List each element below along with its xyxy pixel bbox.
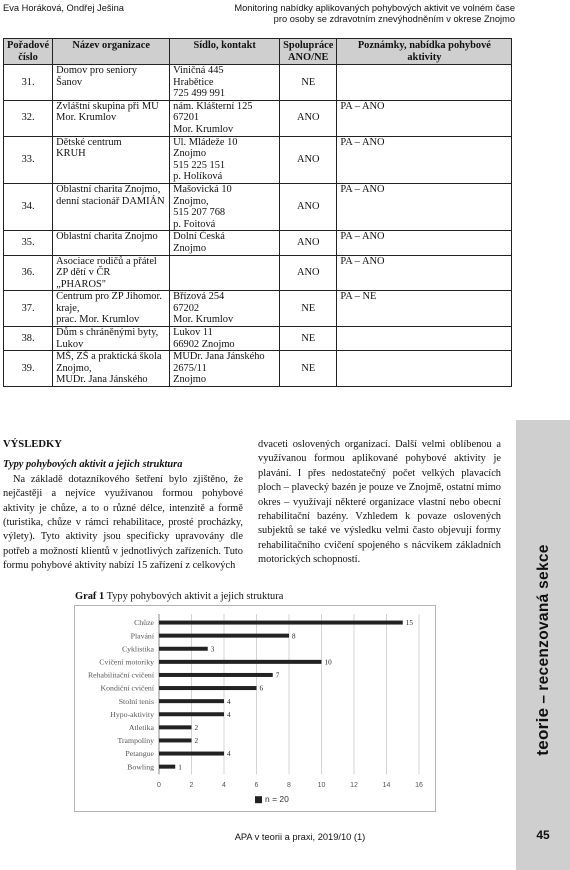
data-label: 15 — [405, 619, 413, 628]
cooperation-status: NE — [280, 291, 337, 327]
row-number: 38. — [4, 327, 53, 351]
x-tick-label: 8 — [287, 782, 291, 790]
bar — [159, 686, 257, 690]
organizations-table — [3, 38, 512, 387]
bar — [159, 738, 192, 742]
activity-note — [337, 65, 512, 101]
row-number: 31. — [4, 65, 53, 101]
cooperation-status: ANO — [280, 231, 337, 255]
bar — [159, 765, 175, 769]
organization-name: Dětské centrum KRUH — [53, 136, 170, 183]
activity-note: PA – ANO — [337, 183, 512, 230]
organization-contact: Břízová 254 67202 Mor. Krumlov — [170, 291, 280, 327]
data-label: 4 — [227, 697, 231, 706]
x-tick-label: 14 — [382, 782, 391, 790]
category-label: Cvičení motoriky — [99, 657, 154, 667]
data-label: 10 — [324, 658, 332, 667]
category-label: Cyklistika — [121, 644, 154, 654]
cooperation-status: ANO — [280, 100, 337, 136]
x-tick-label: 4 — [222, 782, 226, 790]
text-column-right — [258, 438, 501, 568]
cooperation-status: ANO — [280, 183, 337, 230]
bar — [159, 660, 322, 664]
table-row — [4, 327, 512, 351]
table-body — [4, 65, 512, 387]
table-row — [4, 100, 512, 136]
category-label: Petangue — [125, 749, 154, 759]
paragraph-left: Na základě dotazníkového šetření bylo zjištěno, že nejčastěji a nejvíce využívanou formou pohybové aktivity je chůze, a to o různé délce, intenzitě a formě (turistika, chůze v rámci rehabilitace, prosté procházky, výlety). Tyto aktivity jsou specificky upravovány dle potřeb a možností klientů v jednotlivých zařízeních. Tuto formu pohybové aktivity nabízí 15 zařízení z celkových — [3, 473, 243, 572]
activity-note: PA – NE — [337, 291, 512, 327]
bar — [159, 752, 224, 756]
bar-chart-svg — [75, 606, 435, 811]
organization-name: Centrum pro ZP Jihomor. kraje, prac. Mor. Krumlov — [53, 291, 170, 327]
organization-name: Zvláštní skupina při MÚ Mor. Krumlov — [53, 100, 170, 136]
header-authors: Eva Horáková, Ondřej Ješina — [3, 3, 124, 13]
cooperation-status: NE — [280, 351, 337, 387]
row-number: 32. — [4, 100, 53, 136]
table-header-cell: Sídlo, kontakt — [170, 39, 280, 65]
activity-note — [337, 351, 512, 387]
data-label: 2 — [194, 737, 199, 746]
row-number: 37. — [4, 291, 53, 327]
organization-contact: Lukov 11 66902 Znojmo — [170, 327, 280, 351]
cooperation-status: ANO — [280, 136, 337, 183]
bar-chart — [74, 605, 436, 812]
text-column-left — [3, 438, 243, 574]
page-number: 45 — [536, 828, 550, 842]
footer-journal: APA v teorii a praxi, 2019/10 (1) — [234, 832, 366, 842]
data-label: 1 — [178, 763, 182, 772]
category-label: Atletika — [128, 722, 154, 732]
cooperation-status: NE — [280, 327, 337, 351]
data-label: 7 — [275, 671, 280, 680]
organization-name: Dům s chráněnými byty, Lukov — [53, 327, 170, 351]
data-label: 6 — [259, 684, 264, 693]
table-header-cell: Pořadové číslo — [4, 39, 53, 65]
activity-note — [337, 327, 512, 351]
figure-caption-text: Typy pohybových aktivit a jejich struktura — [106, 591, 284, 602]
row-number: 33. — [4, 136, 53, 183]
header-title-line2: pro osoby se zdravotním znevýhodněním v okrese Znojmo — [273, 14, 515, 24]
table-header-row — [4, 39, 512, 65]
category-label: Hypo-aktivity — [110, 709, 154, 719]
legend-swatch — [255, 796, 262, 803]
row-number: 34. — [4, 183, 53, 230]
x-tick-label: 10 — [317, 782, 326, 790]
table-row — [4, 255, 512, 291]
sidebar-dash: – — [535, 694, 552, 704]
table-header-cell: Spolupráce ANO/NE — [280, 39, 337, 65]
category-label: Kondiční cvičení — [100, 683, 154, 693]
organization-name: Domov pro seniory Šanov — [53, 65, 170, 101]
bar — [159, 634, 289, 638]
organization-contact: Dolní Česká Znojmo — [170, 231, 280, 255]
table-row — [4, 65, 512, 101]
paragraph-right: dvaceti oslovených organizací. Další velmi oblíbenou a využívanou formou aplikované pohybové aktivity je plavání. I přes nedostatečný počet velkých plavacích ploch – plavecký bazén je pouze ve Znojmě, ostatní mimo okres – využívají některé organizace vlastní nebo obecní rehabilitační bazény. Vzhledem k povaze oslovených subjektů se také ve výsledku velmi často objevují formy rehabilitačního cvičení spojeného s nácvikem základních motorických schopností. — [258, 439, 501, 566]
sidebar-word-teorie: teorie — [533, 707, 552, 756]
figure-label: Graf 1 — [75, 591, 105, 602]
header-title-line1: Monitoring nabídky aplikovaných pohybových aktivit ve volném čase — [234, 3, 515, 13]
activity-note: PA – ANO — [337, 100, 512, 136]
sidebar-word-recenzovana: recenzovaná sekce — [535, 544, 552, 691]
organization-contact: Viničná 445 Hrabětice 725 499 991 — [170, 65, 280, 101]
row-number: 39. — [4, 351, 53, 387]
bar — [159, 673, 273, 677]
legend-label: n = 20 — [265, 794, 289, 805]
organization-contact: Ul. Mládeže 10 Znojmo 515 225 151 p. Holíková — [170, 136, 280, 183]
bar — [159, 712, 224, 716]
table-row — [4, 231, 512, 255]
organization-name: Oblastní charita Znojmo — [53, 231, 170, 255]
bar — [159, 699, 224, 703]
organization-contact: Mašovická 10 Znojmo, 515 207 768 p. Foitová — [170, 183, 280, 230]
cooperation-status: NE — [280, 65, 337, 101]
organization-name: Asociace rodičů a přátel ZP dětí v ČR „PHAROS" — [53, 255, 170, 291]
x-tick-label: 6 — [254, 782, 259, 790]
row-number: 36. — [4, 255, 53, 291]
data-label: 8 — [292, 632, 296, 641]
bar — [159, 725, 192, 729]
header-title — [234, 3, 515, 25]
table-row — [4, 291, 512, 327]
category-label: Stolní tenis — [118, 696, 154, 706]
category-label: Rehabilitační cvičení — [87, 670, 154, 680]
data-label: 4 — [227, 750, 231, 759]
activity-note: PA – ANO — [337, 255, 512, 291]
organization-contact: MUDr. Jana Jánského 2675/11 Znojmo — [170, 351, 280, 387]
sidebar-label — [533, 544, 553, 755]
subsection-title: Typy pohybových aktivit a jejich struktura — [3, 459, 183, 471]
section-sidebar — [516, 420, 570, 870]
figure-caption — [75, 591, 283, 602]
table-row — [4, 351, 512, 387]
table-head — [4, 39, 512, 65]
activity-note: PA – ANO — [337, 231, 512, 255]
data-label: 4 — [227, 710, 231, 719]
category-label: Chůze — [134, 618, 154, 628]
category-label: Plavání — [130, 631, 154, 641]
data-label: 3 — [210, 645, 215, 654]
organization-name: Oblastní charita Znojmo, denní stacionář DAMIÁN — [53, 183, 170, 230]
row-number: 35. — [4, 231, 53, 255]
category-label: Bowling — [127, 762, 154, 772]
table-row — [4, 183, 512, 230]
bar — [159, 621, 403, 625]
bar — [159, 647, 208, 651]
table-row — [4, 136, 512, 183]
x-tick-label: 12 — [350, 782, 358, 790]
x-tick-label: 0 — [157, 782, 161, 790]
x-tick-label: 16 — [415, 782, 423, 790]
cooperation-status: ANO — [280, 255, 337, 291]
x-tick-label: 2 — [189, 782, 194, 790]
table-header-cell: Poznámky, nabídka pohybové aktivity — [337, 39, 512, 65]
data-label: 2 — [194, 723, 199, 732]
organization-contact: nám. Klášterní 125 67201 Mor. Krumlov — [170, 100, 280, 136]
category-label: Trampolíny — [117, 736, 154, 746]
organization-name: MŠ, ZŠ a praktická škola Znojmo, MUDr. Jana Jánského — [53, 351, 170, 387]
table-header-cell: Název organizace — [53, 39, 170, 65]
organization-contact — [170, 255, 280, 291]
section-title: VÝSLEDKY — [3, 439, 62, 450]
activity-note: PA – ANO — [337, 136, 512, 183]
